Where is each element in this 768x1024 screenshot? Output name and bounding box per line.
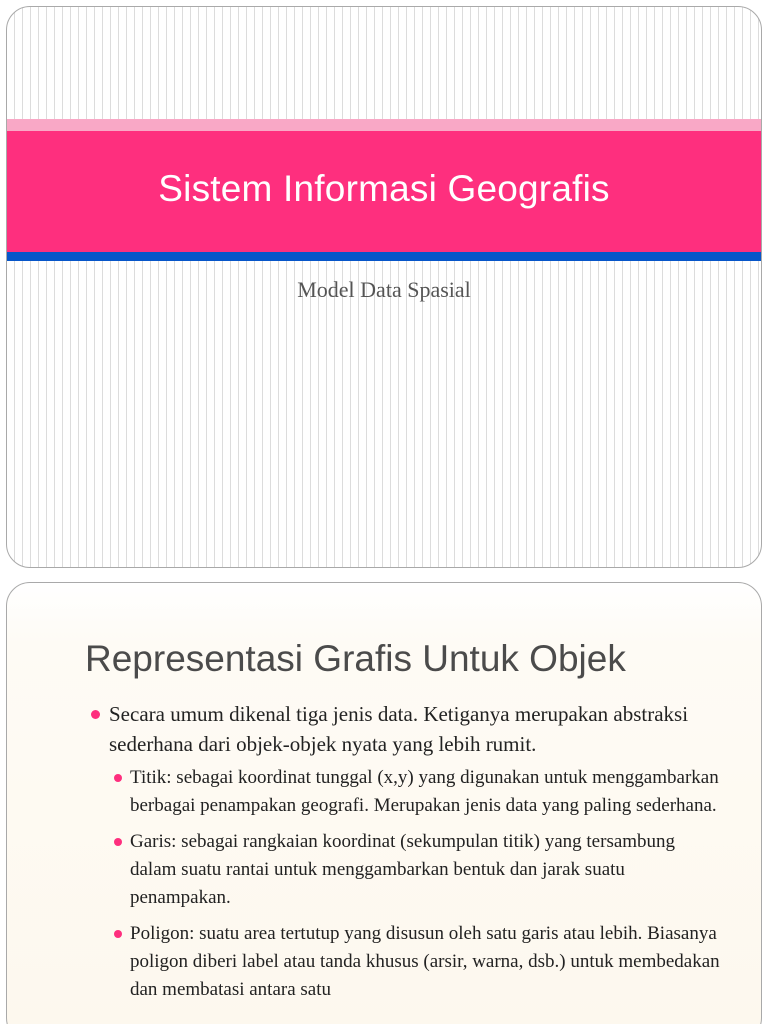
title-slide bbox=[6, 6, 762, 568]
slide-title: Sistem Informasi Geografis bbox=[158, 167, 610, 209]
sub-bullet-item-garis bbox=[130, 828, 725, 912]
sub-bullet-text: Poligon: suatu area tertutup yang disusun oleh satu garis atau lebih. Biasanya poligon diberi label atau tanda khusus (arsir, warna, dsb.) untuk membedakan dan membatasi antara satu bbox=[130, 923, 720, 1000]
sub-bullet-text: Titik: sebagai koordinat tunggal (x,y) yang digunakan untuk menggambarkan berbagai penampakan geografi. Merupakan jenis data yang paling sederhana. bbox=[130, 767, 719, 816]
bullet-dot-icon bbox=[91, 710, 100, 719]
bullet-dot-icon bbox=[114, 838, 122, 846]
bullet-text: Secara umum dikenal tiga jenis data. Ketiganya merupakan abstraksi sederhana dari objek-objek nyata yang lebih rumit. bbox=[109, 702, 689, 756]
bullet-list bbox=[7, 699, 762, 1004]
blue-stripe bbox=[7, 252, 761, 261]
sub-bullet-item-poligon bbox=[130, 920, 725, 1004]
bullet-item-main bbox=[109, 699, 719, 759]
light-pink-stripe bbox=[7, 119, 761, 131]
bullet-dot-icon bbox=[114, 774, 122, 782]
slide-subtitle: Model Data Spasial bbox=[297, 277, 471, 302]
sub-bullet-text: Garis: sebagai rangkaian koordinat (sekumpulan titik) yang tersambung dalam suatu rantai untuk menggambarkan bentuk dan jarak suatu penampakan. bbox=[130, 831, 676, 908]
sub-bullet-item-titik bbox=[130, 764, 725, 820]
title-band bbox=[7, 131, 761, 252]
slide-heading: Representasi Grafis Untuk Objek bbox=[85, 638, 626, 679]
bullet-dot-icon bbox=[114, 930, 122, 938]
content-slide bbox=[6, 582, 762, 1024]
